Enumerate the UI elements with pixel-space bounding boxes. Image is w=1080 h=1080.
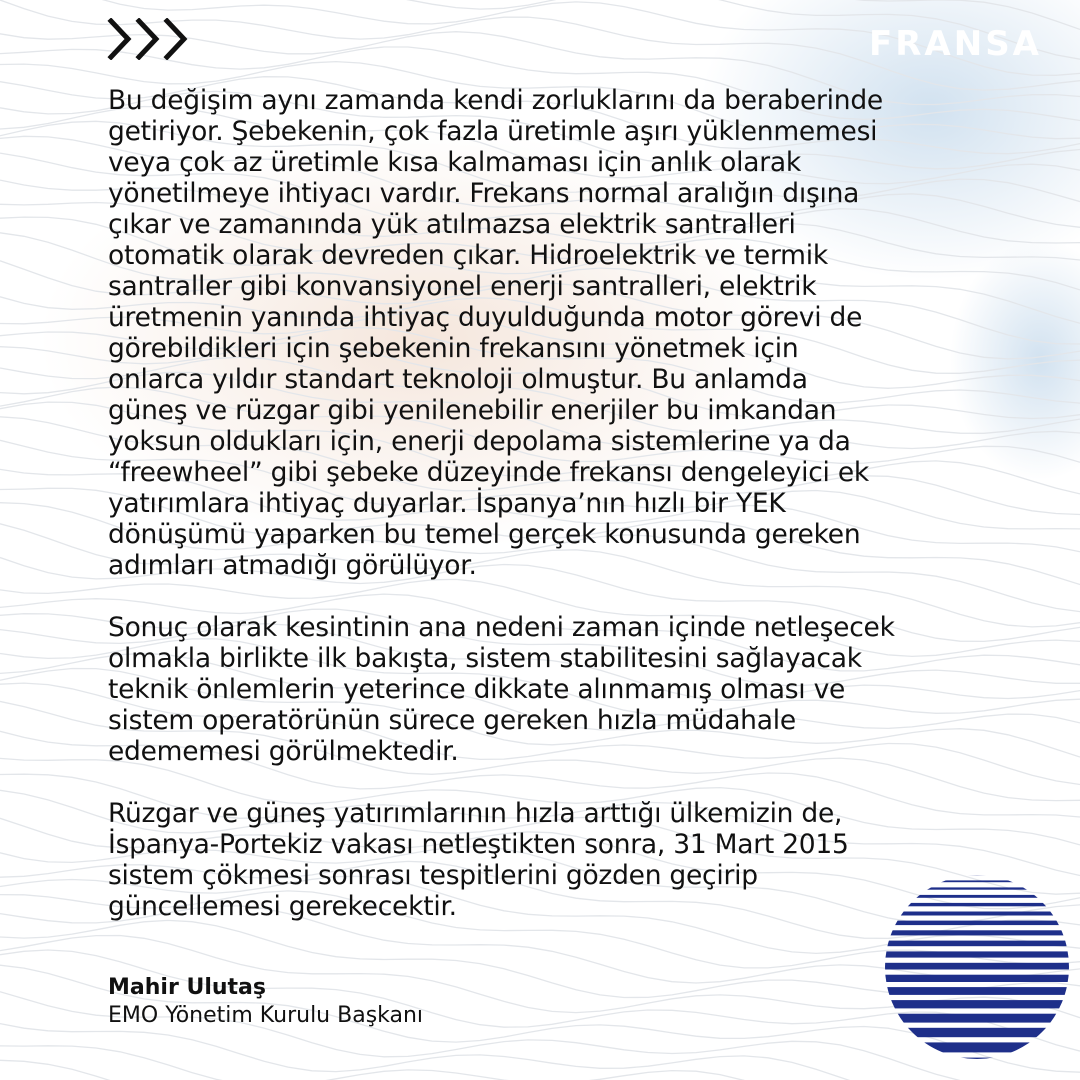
text-line: “freewheel” gibi şebeke düzeyinde frekansı dengeleyici ek xyxy=(108,457,869,488)
paragraph-spacer xyxy=(108,767,1048,798)
text-line: İspanya-Portekiz vakası netleştikten sonra, 31 Mart 2015 xyxy=(108,829,849,860)
author-title: EMO Yönetim Kurulu Başkanı xyxy=(108,1003,424,1028)
logo-stripe xyxy=(880,941,1070,947)
text-line: görebildikleri için şebekenin frekansını yönetmek için xyxy=(108,333,799,364)
text-line: güneş ve rüzgar gibi yenilenebilir enerjiler bu imkandan xyxy=(108,395,837,426)
text-line: dönüşümü yaparken bu temel gerçek konusunda gereken xyxy=(108,519,861,550)
text-line: Rüzgar ve güneş yatırımlarının hızla arttığı ülkemizin de, xyxy=(108,798,843,829)
text-line: onlarca yıldır standart teknoloji olmuştur. Bu anlamda xyxy=(108,364,808,395)
logo-stripe xyxy=(880,987,1070,995)
logo-stripe xyxy=(880,1058,1070,1062)
text-line: sistem çökmesi sonrası tespitlerini gözden geçirip xyxy=(108,860,758,891)
logo-stripe xyxy=(880,951,1070,957)
text-line: Sonuç olarak kesintinin ana nedeni zaman içinde netleşecek xyxy=(108,612,895,643)
logo-stripe xyxy=(880,975,1070,982)
text-line: çıkar ve zamanında yük atılmazsa elektrik santralleri xyxy=(108,209,796,240)
text-line: teknik önlemlerin yeterince dikkate alınmamış olması ve xyxy=(108,674,846,705)
logo-stripe xyxy=(880,963,1070,970)
text-line: Bu değişim aynı zamanda kendi zorluklarını da beraberinde xyxy=(108,85,883,116)
brand-logo-text: FRANSA xyxy=(869,24,1042,64)
text-line: olmakla birlikte ilk bakışta, sistem stabilitesini sağlayacak xyxy=(108,643,862,674)
author-name: Mahir Ulutaş xyxy=(108,975,266,1000)
text-line: getiriyor. Şebekenin, çok fazla üretimle aşırı yüklenmemesi xyxy=(108,116,878,147)
triple-chevron-right-icon xyxy=(106,18,196,60)
paragraph-spacer xyxy=(108,581,1048,612)
text-line: güncellemesi gerekecektir. xyxy=(108,891,457,922)
article-body xyxy=(108,85,1048,922)
text-line: üretmenin yanında ihtiyaç duyulduğunda motor görevi de xyxy=(108,302,863,333)
author-signature xyxy=(108,974,423,1030)
text-line: yoksun oldukları için, enerji depolama sistemlerine ya da xyxy=(108,426,851,457)
text-line: sistem operatörünün sürece gereken hızla müdahale xyxy=(108,705,796,736)
text-line: adımları atmadığı görülüyor. xyxy=(108,550,477,581)
text-line: yatırımlara ihtiyaç duyarlar. İspanya’nın hızlı bir YEK xyxy=(108,488,786,519)
paragraph-2 xyxy=(108,612,1048,767)
paragraph-3 xyxy=(108,798,1048,922)
text-line: edememesi görülmektedir. xyxy=(108,736,459,767)
paragraph-1 xyxy=(108,85,1048,581)
text-line: yönetilmeye ihtiyacı vardır. Frekans normal aralığın dışına xyxy=(108,178,860,209)
logo-stripe xyxy=(880,1042,1070,1052)
text-line: otomatik olarak devreden çıkar. Hidroelektrik ve termik xyxy=(108,240,828,271)
text-line: veya çok az üretimle kısa kalmaması için anlık olarak xyxy=(108,147,801,178)
logo-stripe xyxy=(880,1014,1070,1023)
text-line: santraller gibi konvansiyonel enerji santralleri, elektrik xyxy=(108,271,817,302)
logo-stripe xyxy=(880,1000,1070,1008)
logo-stripe xyxy=(880,1028,1070,1037)
logo-stripe xyxy=(880,930,1070,935)
